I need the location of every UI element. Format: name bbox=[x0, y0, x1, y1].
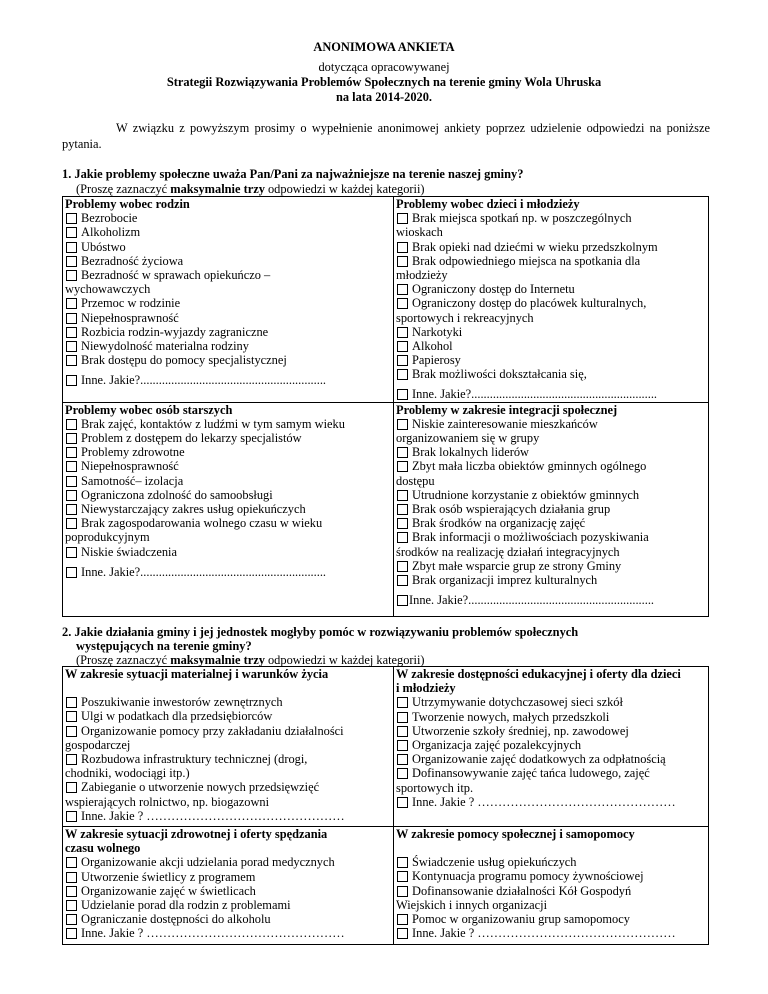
list-item[interactable]: Organizacja zajęć pozalekcyjnych bbox=[396, 738, 706, 752]
checkbox[interactable] bbox=[66, 375, 77, 386]
checkbox[interactable] bbox=[66, 518, 77, 529]
list-item[interactable]: Niskie zainteresowanie mieszkańców bbox=[396, 417, 706, 431]
question-2-continued: występujących na terenie gminy? bbox=[76, 639, 252, 653]
list-item[interactable]: Tworzenie nowych, małych przedszkoli bbox=[396, 710, 706, 724]
list-item[interactable]: Brak osób wspierających działania grup bbox=[396, 502, 706, 516]
integration-cell bbox=[394, 402, 709, 616]
list-item-continuation: wioskach bbox=[396, 225, 443, 240]
list-item[interactable]: Brak miejsca spotkań np. w poszczególnych bbox=[396, 211, 706, 225]
checkbox[interactable] bbox=[397, 595, 408, 606]
checkbox[interactable] bbox=[66, 811, 77, 822]
youth-header: Problemy wobec dzieci i młodzieży bbox=[396, 197, 580, 211]
health-cell bbox=[63, 827, 394, 945]
list-item-continuation: sportowych i rekreacyjnych bbox=[396, 310, 534, 325]
social-cell bbox=[394, 827, 709, 945]
strategy-name: Strategii Rozwiązywania Problemów Społecznych na terenie gminy Wola Uhruska bbox=[166, 75, 602, 89]
checkbox[interactable] bbox=[66, 914, 77, 925]
survey-subtitle: dotycząca opracowywanej bbox=[318, 60, 450, 74]
list-item[interactable]: Zbyt małe wsparcie grup ze strony Gminy bbox=[396, 559, 706, 573]
other-answer-field[interactable]: Inne. Jakie ? ………………………………………… bbox=[396, 926, 706, 940]
elderly-cell bbox=[63, 402, 394, 616]
list-item[interactable]: Dofinansowywanie zajęć tańca ludowego, zajęć bbox=[396, 766, 706, 780]
checkbox[interactable] bbox=[397, 871, 408, 882]
checkbox[interactable] bbox=[397, 504, 408, 515]
list-item[interactable]: Zabieganie o utworzenie nowych przedsięwzięć bbox=[65, 780, 391, 794]
list-item[interactable]: Brak możliwości dokształcania się, bbox=[396, 367, 706, 381]
checkbox[interactable] bbox=[66, 298, 77, 309]
checkbox[interactable] bbox=[66, 782, 77, 793]
checkbox[interactable] bbox=[397, 518, 408, 529]
list-item[interactable]: Problem z dostępem do lekarzy specjalistów bbox=[65, 431, 391, 445]
list-item-continuation: gospodarczej bbox=[65, 737, 131, 752]
list-item[interactable]: Problemy zdrowotne bbox=[65, 445, 391, 459]
list-item[interactable]: Organizowanie akcji udzielania porad medycznych bbox=[65, 855, 391, 869]
question-2-note: (Proszę zaznaczyć maksymalnie trzy odpowiedzi w każdej kategorii) bbox=[76, 653, 425, 667]
checkbox[interactable] bbox=[397, 928, 408, 939]
checkbox[interactable] bbox=[397, 341, 408, 352]
list-item[interactable]: Udzielanie porad dla rodzin z problemami bbox=[65, 898, 391, 912]
checkbox[interactable] bbox=[397, 886, 408, 897]
list-item[interactable]: Bezrobocie bbox=[65, 211, 391, 225]
checkbox[interactable] bbox=[66, 447, 77, 458]
checkbox[interactable] bbox=[66, 928, 77, 939]
health-header: W zakresie sytuacji zdrowotnej i oferty spędzania bbox=[65, 827, 328, 841]
checkbox[interactable] bbox=[397, 697, 408, 708]
question-1: 1. Jakie problemy społeczne uważa Pan/Pani za najważniejsze na terenie naszej gminy? bbox=[62, 167, 524, 181]
checkbox[interactable] bbox=[397, 284, 408, 295]
checkbox[interactable] bbox=[397, 797, 408, 808]
checkbox[interactable] bbox=[397, 857, 408, 868]
checkbox[interactable] bbox=[66, 419, 77, 430]
list-item-continuation: środków na realizację działań integracyjnych bbox=[396, 544, 620, 559]
other-answer-field[interactable]: Inne. Jakie ? ………………………………………… bbox=[396, 795, 706, 809]
checkbox[interactable] bbox=[66, 711, 77, 722]
list-item[interactable]: Samotność– izolacja bbox=[65, 474, 391, 488]
checkbox[interactable] bbox=[397, 242, 408, 253]
list-item[interactable]: Utrudnione korzystanie z obiektów gminnych bbox=[396, 488, 706, 502]
checkbox[interactable] bbox=[397, 532, 408, 543]
list-item[interactable]: Dofinansowanie działalności Kół Gospodyń bbox=[396, 884, 706, 898]
checkbox[interactable] bbox=[397, 726, 408, 737]
list-item-continuation: dostępu bbox=[396, 473, 435, 488]
other-answer-field[interactable]: Inne. Jakie?............................................................ bbox=[396, 593, 706, 607]
list-item-continuation: młodzieży bbox=[396, 267, 448, 282]
checkbox[interactable] bbox=[66, 900, 77, 911]
list-item[interactable]: Niewydolność materialna rodziny bbox=[65, 339, 391, 353]
list-item[interactable]: Ograniczanie dostępności do alkoholu bbox=[65, 912, 391, 926]
list-item[interactable]: Utworzenie szkoły średniej, np. zawodowej bbox=[396, 724, 706, 738]
list-item-continuation: wspierających rolnictwo, np. biogazowni bbox=[65, 794, 270, 809]
checkbox[interactable] bbox=[397, 754, 408, 765]
list-item[interactable]: Brak opieki nad dziećmi w wieku przedszkolnym bbox=[396, 240, 706, 254]
checkbox[interactable] bbox=[397, 256, 408, 267]
education-header: W zakresie dostępności edukacyjnej i oferty dla dzieci bbox=[396, 667, 681, 681]
list-item[interactable]: Poszukiwanie inwestorów zewnętrznych bbox=[65, 695, 391, 709]
list-item-continuation: poprodukcyjnym bbox=[65, 530, 150, 545]
list-item[interactable]: Niepełnosprawność bbox=[65, 311, 391, 325]
checkbox[interactable] bbox=[66, 547, 77, 558]
checkbox[interactable] bbox=[66, 213, 77, 224]
list-item-continuation: Wiejskich i innych organizacji bbox=[396, 897, 548, 912]
list-item[interactable]: Brak środków na organizację zajęć bbox=[396, 516, 706, 530]
families-header: Problemy wobec rodzin bbox=[65, 197, 190, 211]
checkbox[interactable] bbox=[66, 433, 77, 444]
question-2-table bbox=[62, 666, 709, 945]
list-item-continuation: wychowawczych bbox=[65, 282, 151, 297]
youth-cell bbox=[394, 197, 709, 403]
list-item[interactable]: Bezradność w sprawach opiekuńczo – bbox=[65, 268, 391, 282]
list-item[interactable]: Brak zajęć, kontaktów z ludźmi w tym samym wieku bbox=[65, 417, 391, 431]
survey-title: ANONIMOWA ANKIETA bbox=[313, 40, 455, 54]
list-item-continuation: organizowaniem się w grupy bbox=[396, 431, 540, 445]
checkbox[interactable] bbox=[397, 389, 408, 400]
list-item-continuation: sportowych itp. bbox=[396, 780, 474, 795]
other-answer-field[interactable]: Inne. Jakie ? ………………………………………… bbox=[65, 809, 391, 823]
list-item[interactable]: Organizowanie zajęć w świetlicach bbox=[65, 884, 391, 898]
list-item[interactable]: Organizowanie pomocy przy zakładaniu działalności bbox=[65, 724, 391, 738]
list-item[interactable]: Brak informacji o możliwościach pozyskiwania bbox=[396, 530, 706, 544]
question-2: 2. Jakie działania gminy i jej jednostek mogłyby pomóc w rozwiązywaniu problemów społecznych bbox=[62, 625, 579, 639]
list-item[interactable]: Bezradność życiowa bbox=[65, 254, 391, 268]
education-header-continued: i młodzieży bbox=[396, 681, 456, 696]
list-item[interactable]: Ograniczona zdolność do samoobsługi bbox=[65, 488, 391, 502]
list-item[interactable]: Niskie świadczenia bbox=[65, 545, 391, 559]
list-item[interactable]: Przemoc w rodzinie bbox=[65, 296, 391, 310]
list-item[interactable]: Papierosy bbox=[396, 353, 706, 367]
list-item[interactable]: Zbyt mała liczba obiektów gminnych ogólnego bbox=[396, 459, 706, 473]
checkbox[interactable] bbox=[66, 270, 77, 281]
checkbox[interactable] bbox=[397, 575, 408, 586]
list-item[interactable]: Rozbicia rodzin-wyjazdy zagraniczne bbox=[65, 325, 391, 339]
checkbox[interactable] bbox=[66, 355, 77, 366]
health-header-continued: czasu wolnego bbox=[65, 841, 141, 856]
checkbox[interactable] bbox=[66, 461, 77, 472]
checkbox[interactable] bbox=[66, 726, 77, 737]
checkbox[interactable] bbox=[397, 914, 408, 925]
list-item[interactable]: Rozbudowa infrastruktury technicznej (drogi, bbox=[65, 752, 391, 766]
checkbox[interactable] bbox=[66, 327, 77, 338]
other-answer-field[interactable]: Inne. Jakie?............................................................ bbox=[396, 387, 706, 401]
list-item[interactable]: Brak odpowiedniego miejsca na spotkania dla bbox=[396, 254, 706, 268]
checkbox[interactable] bbox=[66, 504, 77, 515]
list-item[interactable]: Brak zagospodarowania wolnego czasu w wieku bbox=[65, 516, 391, 530]
checkbox[interactable] bbox=[66, 256, 77, 267]
question-1-note: (Proszę zaznaczyć maksymalnie trzy odpowiedzi w każdej kategorii) bbox=[76, 182, 425, 196]
strategy-years: na lata 2014-2020. bbox=[335, 90, 433, 104]
checkbox[interactable] bbox=[397, 561, 408, 572]
material-cell bbox=[63, 667, 394, 827]
checkbox[interactable] bbox=[397, 213, 408, 224]
elderly-header: Problemy wobec osób starszych bbox=[65, 402, 233, 417]
material-header: W zakresie sytuacji materialnej i warunków życia bbox=[65, 667, 329, 681]
list-item[interactable]: Alkoholizm bbox=[65, 225, 391, 239]
social-header: W zakresie pomocy społecznej i samopomocy bbox=[396, 827, 635, 841]
other-answer-field[interactable]: Inne. Jakie?............................................................ bbox=[65, 565, 391, 579]
list-item[interactable]: Utworzenie świetlicy z programem bbox=[65, 870, 391, 884]
list-item[interactable]: Organizowanie zajęć dodatkowych za odpłatnością bbox=[396, 752, 706, 766]
intro-paragraph: W związku z powyższym prosimy o wypełnienie anonimowej ankiety poprzez udzielenie odpowiedzi na poniższe pytania. bbox=[62, 121, 710, 151]
checkbox[interactable] bbox=[66, 341, 77, 352]
checkbox[interactable] bbox=[397, 490, 408, 501]
list-item[interactable]: Alkohol bbox=[396, 339, 706, 353]
checkbox[interactable] bbox=[66, 567, 77, 578]
checkbox[interactable] bbox=[397, 447, 408, 458]
checkbox[interactable] bbox=[66, 490, 77, 501]
list-item-continuation: chodniki, wodociągi itp.) bbox=[65, 766, 190, 781]
families-cell bbox=[63, 197, 394, 403]
checkbox[interactable] bbox=[397, 419, 408, 430]
education-cell bbox=[394, 667, 709, 827]
list-item[interactable]: Niepełnosprawność bbox=[65, 459, 391, 473]
list-item[interactable]: Ubóstwo bbox=[65, 240, 391, 254]
checkbox[interactable] bbox=[397, 355, 408, 366]
list-item[interactable]: Ograniczony dostęp do placówek kulturalnych, bbox=[396, 296, 706, 310]
list-item[interactable]: Kontynuacja programu pomocy żywnościowej bbox=[396, 869, 706, 883]
list-item[interactable]: Narkotyki bbox=[396, 325, 706, 339]
checkbox[interactable] bbox=[397, 740, 408, 751]
checkbox[interactable] bbox=[397, 461, 408, 472]
list-item[interactable]: Utrzymywanie dotychczasowej sieci szkół bbox=[396, 695, 706, 709]
list-item[interactable]: Brak dostępu do pomocy specjalistycznej bbox=[65, 353, 391, 367]
list-item[interactable]: Brak organizacji imprez kulturalnych bbox=[396, 573, 706, 587]
checkbox[interactable] bbox=[397, 369, 408, 380]
checkbox[interactable] bbox=[66, 476, 77, 487]
list-item[interactable]: Pomoc w organizowaniu grup samopomocy bbox=[396, 912, 706, 926]
checkbox[interactable] bbox=[66, 857, 77, 868]
checkbox[interactable] bbox=[66, 313, 77, 324]
list-item[interactable]: Ulgi w podatkach dla przedsiębiorców bbox=[65, 709, 391, 723]
list-item[interactable]: Świadczenie usług opiekuńczych bbox=[396, 855, 706, 869]
other-answer-field[interactable]: Inne. Jakie?............................................................ bbox=[65, 373, 391, 387]
list-item[interactable]: Ograniczony dostęp do Internetu bbox=[396, 282, 706, 296]
checkbox[interactable] bbox=[66, 754, 77, 765]
checkbox[interactable] bbox=[66, 697, 77, 708]
checkbox[interactable] bbox=[397, 298, 408, 309]
checkbox[interactable] bbox=[66, 242, 77, 253]
checkbox[interactable] bbox=[397, 327, 408, 338]
integration-header: Problemy w zakresie integracji społecznej bbox=[396, 402, 618, 417]
list-item[interactable]: Niewystarczający zakres usług opiekuńczych bbox=[65, 502, 391, 516]
list-item[interactable]: Brak lokalnych liderów bbox=[396, 445, 706, 459]
checkbox[interactable] bbox=[66, 886, 77, 897]
question-1-table bbox=[62, 196, 709, 617]
checkbox[interactable] bbox=[66, 872, 77, 883]
checkbox[interactable] bbox=[66, 227, 77, 238]
checkbox[interactable] bbox=[397, 712, 408, 723]
checkbox[interactable] bbox=[397, 768, 408, 779]
other-answer-field[interactable]: Inne. Jakie ? ………………………………………… bbox=[65, 926, 391, 940]
